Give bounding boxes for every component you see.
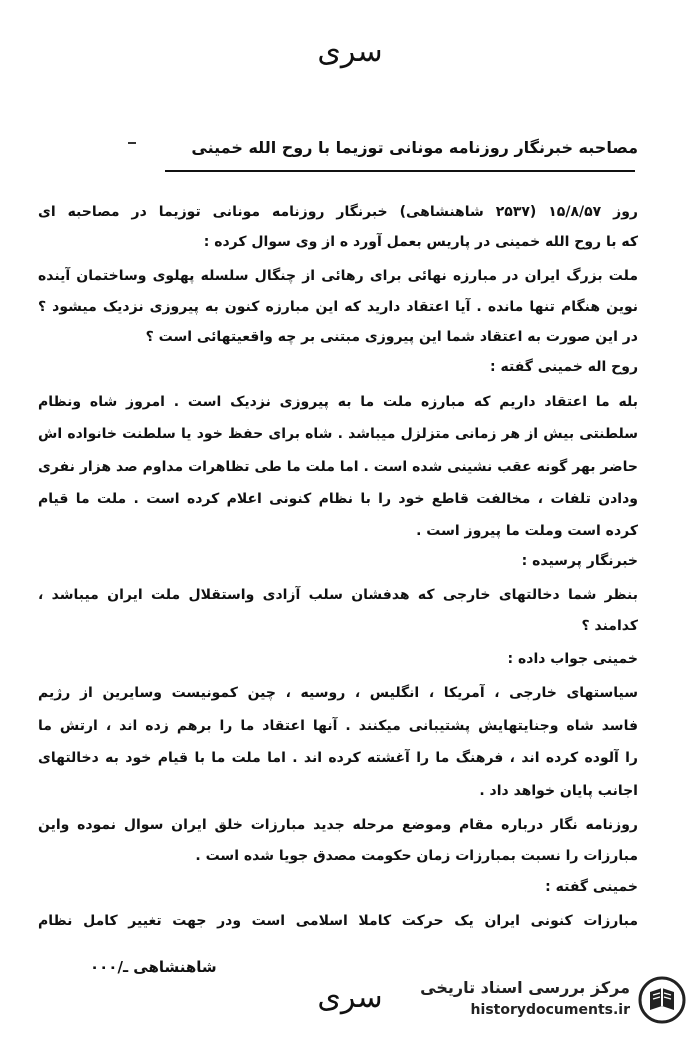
body-line: خمینی گفته :	[545, 879, 638, 895]
body-line: ملت بزرگ ایران در مبارزه نهائی برای رهائی از چنگال سلسله پهلوی وساختمان آینده	[38, 268, 638, 284]
body-line: بنظر شما دخالتهای خارجی که هدفشان سلب آزادی واستقلال ملت ایران میباشد ،	[38, 587, 638, 603]
body-line: فاسد شاه وجنایتهایش پشتیبانی میکنند . آنها اعتقاد ما را برهم زده اند ، ارتش ما	[38, 718, 638, 734]
body-line: که با روح الله خمینی در پاریس بعمل آورد ه از وی سوال کرده :	[203, 234, 638, 250]
body-line: سلطنتی بیش از هر زمانی متزلزل میباشد . شاه برای حفظ خود یا سلطنت خانواده اش	[38, 426, 638, 442]
body-line: در این صورت به اعتقاد شما این پیروزی مبتنی بر چه واقعیتهائی است ؟	[145, 329, 638, 345]
body-line: کرده است وملت ما پیروز است .	[416, 523, 638, 539]
body-line: روح اله خمینی گفته :	[490, 359, 638, 375]
body-line: اجانب پایان خواهد داد .	[479, 783, 638, 799]
body-line: خبرنگار پرسیده :	[521, 553, 638, 569]
body-line: خمینی جواب داده :	[507, 651, 638, 667]
title-underline	[165, 170, 635, 172]
body-line: نوین هنگام تنها مانده . آیا اعتقاد دارید که این مبارزه کنون به پیروزی نزدیک میشود ؟	[38, 299, 638, 315]
body-line: سیاستهای خارجی ، آمریکا ، انگلیس ، روسیه ، چین کمونیست وسایرین از رژیم	[38, 685, 638, 701]
classification-header: سری	[317, 34, 383, 69]
body-line: را آلوده کرده اند ، فرهنگ ما را آغشته کرده اند . اما ملت ما با قیام خود به دخالتهای	[38, 750, 638, 766]
body-line: روز ۱۵/۸/۵۷ (۲۵۳۷ شاهنشاهی) خبرنگار روزنامه مونانی توزیما در مصاحبه ای	[38, 204, 638, 220]
document-title: مصاحبه خبرنگار روزنامه مونانی توزیما با روح الله خمینی	[191, 138, 638, 157]
watermark-title: مرکز بررسی اسناد تاریخی	[420, 978, 630, 997]
body-line: کدامند ؟	[581, 618, 638, 634]
watermark	[416, 976, 686, 1026]
body-line: ودادن تلفات ، مخالفت قاطع خود را با نظام کنونی اعلام کرده است . ملت ما قیام	[38, 491, 638, 507]
body-line: حاضر بهر گونه عقب نشینی شده است . اما ملت ما طی تظاهرات مداوم صد هزار نفری	[38, 459, 638, 475]
footer-note: شاهنشاهی ـ/۰۰۰	[90, 958, 217, 976]
book-logo-icon	[638, 976, 686, 1024]
classification-footer: سری	[317, 980, 383, 1015]
body-line: بله ما اعتقاد داریم که مبارزه ملت ما به پیروزی نزدیک است . امروز شاه ونظام	[38, 394, 638, 410]
body-line: مبارزات کنونی ایران یک حرکت کاملا اسلامی است ودر جهت تغییر کامل نظام	[38, 913, 638, 929]
body-line: روزنامه نگار درباره مقام وموضع مرحله جدید مبارزات خلق ایران سوال نموده واین	[38, 817, 638, 833]
watermark-url: historydocuments.ir	[470, 1002, 630, 1018]
body-line: مبارزات را نسبت بمبارزات زمان حکومت مصدق جویا شده است .	[195, 848, 638, 864]
